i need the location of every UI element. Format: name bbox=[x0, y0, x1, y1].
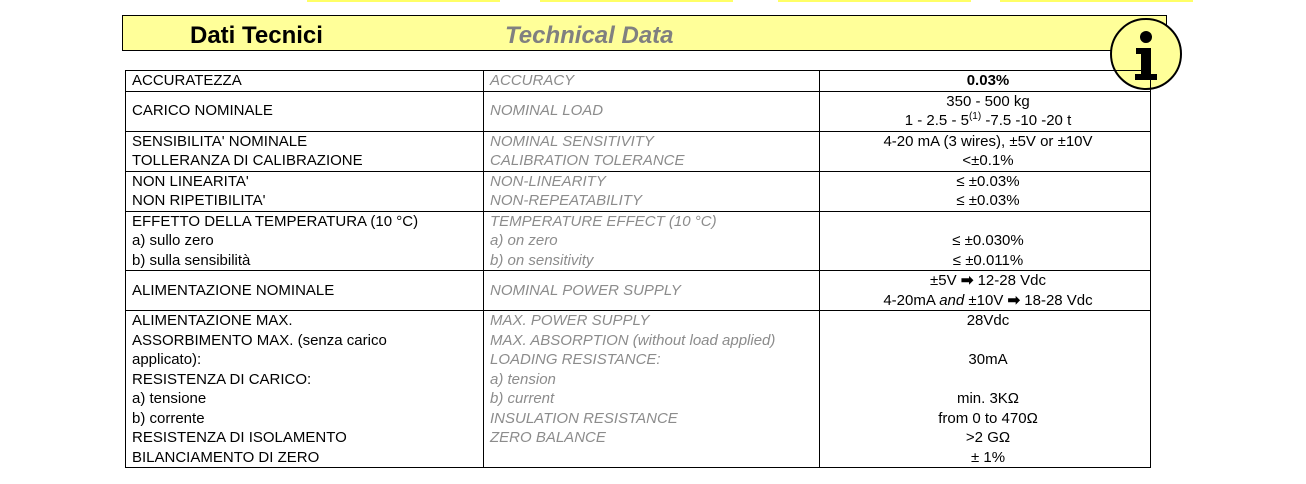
table-row bbox=[126, 311, 1151, 468]
table-row bbox=[126, 91, 1151, 131]
top-accent-bar-4 bbox=[1000, 0, 1193, 2]
table-row bbox=[126, 271, 1151, 311]
label-english: ACCURACY bbox=[484, 71, 820, 92]
label-italian: ALIMENTAZIONE NOMINALE bbox=[126, 271, 484, 311]
table-row bbox=[126, 211, 1151, 271]
value-cell: 0.03% bbox=[820, 71, 1151, 92]
label-english: TEMPERATURE EFFECT (10 °C) a) on zero b) on sensitivity bbox=[484, 211, 820, 271]
label-italian: ACCURATEZZA bbox=[126, 71, 484, 92]
label-italian: ALIMENTAZIONE MAX. ASSORBIMENTO MAX. (senza carico applicato): RESISTENZA DI CARICO: a) tensione b) corrente RESISTENZA DI ISOLAMENTO BILANCIAMENTO DI ZERO bbox=[126, 311, 484, 468]
technical-data-table bbox=[125, 70, 1151, 468]
value-cell: 4-20 mA (3 wires), ±5V or ±10V <±0.1% bbox=[820, 131, 1151, 171]
table-row bbox=[126, 131, 1151, 171]
label-english: NOMINAL SENSITIVITY CALIBRATION TOLERANCE bbox=[484, 131, 820, 171]
arrow-right-icon: ➡ bbox=[960, 272, 974, 289]
value-cell: ±5V ➡ 12-28 Vdc 4-20mA and ±10V ➡ 18-28 Vdc bbox=[820, 271, 1151, 311]
top-accent-bar-2 bbox=[540, 0, 733, 2]
table-row bbox=[126, 71, 1151, 92]
table-row bbox=[126, 171, 1151, 211]
value-cell: ≤ ±0.03% ≤ ±0.03% bbox=[820, 171, 1151, 211]
label-english: MAX. POWER SUPPLY MAX. ABSORPTION (without load applied) LOADING RESISTANCE: a) tension b) current INSULATION RESISTANCE ZERO BALANCE bbox=[484, 311, 820, 468]
label-italian: SENSIBILITA' NOMINALE TOLLERANZA DI CALIBRAZIONE bbox=[126, 131, 484, 171]
label-italian: NON LINEARITA' NON RIPETIBILITA' bbox=[126, 171, 484, 211]
label-italian: CARICO NOMINALE bbox=[126, 91, 484, 131]
top-accent-bar-1 bbox=[307, 0, 500, 2]
arrow-right-icon: ➡ bbox=[1007, 291, 1021, 309]
section-title-english: Technical Data bbox=[505, 22, 674, 49]
label-italian: EFFETTO DELLA TEMPERATURA (10 °C) a) sullo zero b) sulla sensibilità bbox=[126, 211, 484, 271]
label-english: NOMINAL POWER SUPPLY bbox=[484, 271, 820, 311]
value-cell: 28Vdc 30mA min. 3KΩ from 0 to 470Ω >2 GΩ ± 1% bbox=[820, 311, 1151, 468]
section-title-italian: Dati Tecnici bbox=[190, 22, 323, 49]
value-cell: ≤ ±0.030% ≤ ±0.011% bbox=[820, 211, 1151, 271]
label-english: NOMINAL LOAD bbox=[484, 91, 820, 131]
label-english: NON-LINEARITY NON-REPEATABILITY bbox=[484, 171, 820, 211]
top-accent-bar-3 bbox=[778, 0, 971, 2]
value-cell: 350 - 500 kg 1 - 2.5 - 5$^{(1)}$ -7.5 -10 -20 t bbox=[820, 91, 1151, 131]
